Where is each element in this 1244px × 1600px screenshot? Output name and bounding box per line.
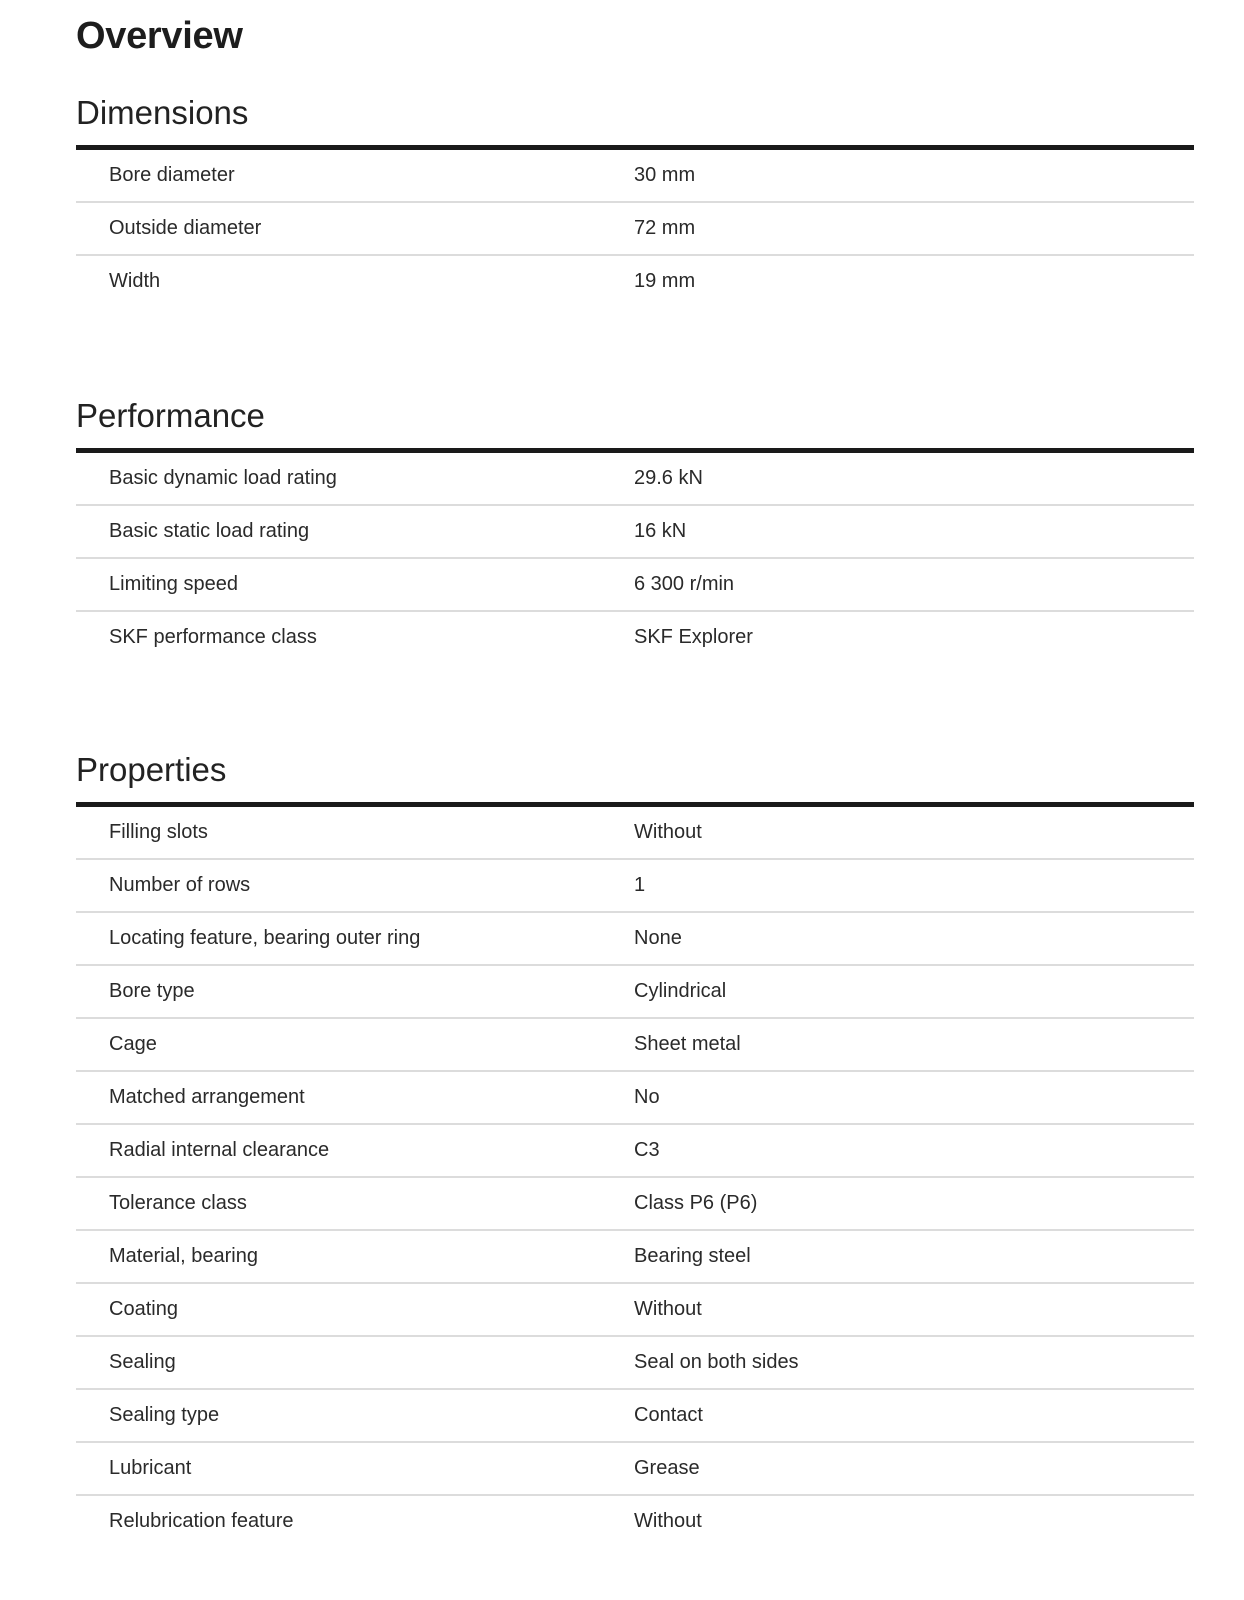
row-label: Bore type <box>109 980 195 1002</box>
row-value: C3 <box>634 1139 660 1161</box>
row-label: Radial internal clearance <box>109 1139 330 1161</box>
performance-section <box>76 392 1194 663</box>
row-value: Class P6 (P6) <box>634 1192 758 1214</box>
table-row <box>76 203 1194 256</box>
row-value: Cylindrical <box>634 980 727 1002</box>
row-label: Basic static load rating <box>109 520 310 542</box>
row-label: Filling slots <box>109 821 208 843</box>
row-value: 29.6 kN <box>634 467 703 489</box>
row-label: Number of rows <box>109 874 251 896</box>
row-value: 30 mm <box>634 164 696 186</box>
row-value: Without <box>634 821 702 843</box>
table-row <box>76 559 1194 612</box>
table-row <box>76 1284 1194 1337</box>
row-label: Locating feature, bearing outer ring <box>109 927 421 949</box>
row-value: Without <box>634 1298 702 1320</box>
row-label: Cage <box>109 1033 157 1055</box>
row-label: Bore diameter <box>109 164 235 186</box>
table-row <box>76 1443 1194 1496</box>
row-value: 6 300 r/min <box>634 573 735 595</box>
section-title: Performance <box>76 397 265 434</box>
performance-table <box>76 448 1194 663</box>
table-row <box>76 1019 1194 1072</box>
properties-table <box>76 802 1194 1547</box>
row-label: Tolerance class <box>109 1192 247 1214</box>
row-value: Grease <box>634 1457 700 1479</box>
row-label: Width <box>109 270 161 292</box>
row-value: Contact <box>634 1404 703 1426</box>
page-title: Overview <box>76 15 243 57</box>
row-label: Limiting speed <box>109 573 238 595</box>
table-row <box>76 1390 1194 1443</box>
row-label: Basic dynamic load rating <box>109 467 337 489</box>
table-row <box>76 150 1194 203</box>
table-row <box>76 1178 1194 1231</box>
row-label: Material, bearing <box>109 1245 258 1267</box>
row-value: 72 mm <box>634 217 696 239</box>
row-value: Bearing steel <box>634 1245 751 1267</box>
row-label: Sealing <box>109 1351 176 1373</box>
table-row <box>76 1496 1194 1547</box>
table-row <box>76 612 1194 663</box>
section-title: Properties <box>76 751 227 788</box>
row-value: SKF Explorer <box>634 626 753 648</box>
row-label: SKF performance class <box>109 626 317 648</box>
row-label: Sealing type <box>109 1404 220 1426</box>
row-label: Coating <box>109 1298 178 1320</box>
table-row <box>76 506 1194 559</box>
row-value: 19 mm <box>634 270 696 292</box>
row-value: No <box>634 1086 660 1108</box>
table-row <box>76 1072 1194 1125</box>
table-row <box>76 807 1194 860</box>
row-value: Sheet metal <box>634 1033 741 1055</box>
dimensions-section <box>76 89 1194 307</box>
table-row <box>76 453 1194 506</box>
table-row <box>76 1125 1194 1178</box>
row-value: Seal on both sides <box>634 1351 799 1373</box>
table-row <box>76 966 1194 1019</box>
section-title: Dimensions <box>76 94 249 131</box>
dimensions-table <box>76 145 1194 307</box>
table-row <box>76 860 1194 913</box>
row-label: Relubrication feature <box>109 1510 294 1532</box>
row-value: 16 kN <box>634 520 687 542</box>
table-row <box>76 1337 1194 1390</box>
table-row <box>76 1231 1194 1284</box>
row-value: 1 <box>634 874 646 896</box>
row-value: Without <box>634 1510 702 1532</box>
row-value: None <box>634 927 682 949</box>
table-row <box>76 913 1194 966</box>
table-row <box>76 256 1194 307</box>
row-label: Matched arrangement <box>109 1086 305 1108</box>
row-label: Lubricant <box>109 1457 192 1479</box>
properties-section <box>76 746 1194 1547</box>
row-label: Outside diameter <box>109 217 262 239</box>
